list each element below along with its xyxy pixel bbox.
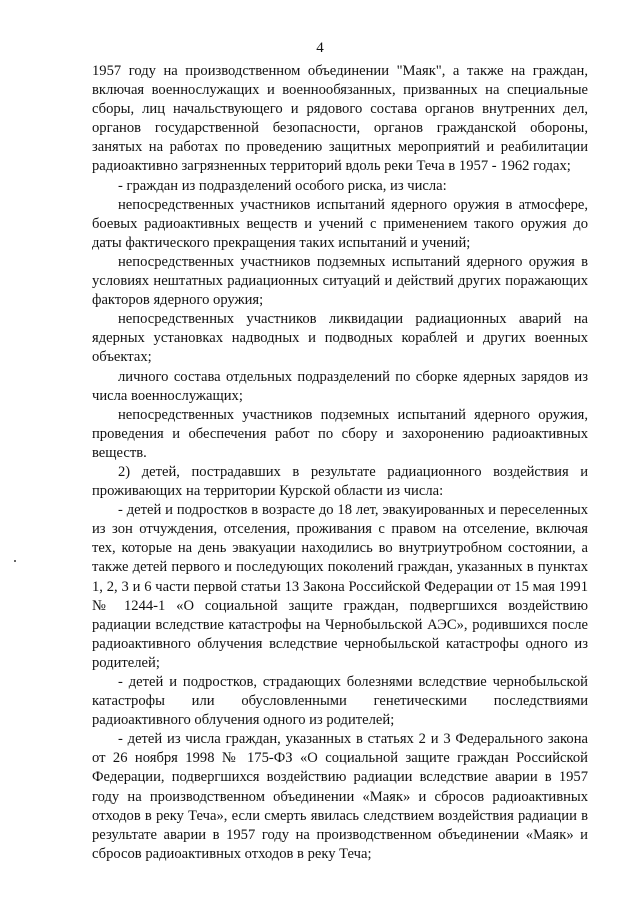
paragraph: личного состава отдельных подразделений по сборке ядерных зарядов из числа военнослужащих; — [92, 368, 588, 404]
paragraph: непосредственных участников подземных испытаний ядерного оружия в условиях нештатных радиационных ситуаций и действий других поражающих факторов ядерного оружия; — [92, 253, 588, 309]
paragraph: - детей и подростков в возрасте до 18 лет, эвакуированных и переселенных из зон отчуждения, отселения, проживания с правом на отселение, включая тех, которые на день эвакуации находились во внутриутробном состоянии, а также детей первого и последующих поколений граждан, указанных в пунктах 1, 2, 3 и 6 части первой статьи 13 Закона Российской Федерации от 15 мая 1991 № 1244-1 «О социальной защите граждан, подвергшихся воздействию радиации вследствие катастрофы на Чернобыльской АЭС», родившихся после радиоактивного облучения вследствие чернобыльской катастрофы одного из родителей; — [92, 502, 588, 671]
paragraph: - детей из числа граждан, указанных в статьях 2 и 3 Федерального закона от 26 ноября 1998 № 175-ФЗ «О социальной защите граждан Российской Федерации, подвергшихся воздействию радиации вследствие аварии в 1957 году на производственном объединении «Маяк» и сбросов радиоактивных отходов в реку Теча», если смерть явилась следствием воздействия радиации в результате аварии в 1957 году на производственном объединении «Маяк» и сбросов радиоактивных отходов в реку Теча; — [92, 731, 588, 862]
paragraph: - граждан из подразделений особого риска, из числа: — [118, 177, 447, 194]
paragraph: 1957 году на производственном объединении "Маяк", а также на граждан, включая военнослужащих и военнообязанных, призванных на специальные сборы, лиц начальствующего и рядового состава органов внутренних дел, органов государственной безопасности, органов гражданской обороны, занятых на работах по проведению защитных мероприятий и реабилитации радиоактивно загрязненных территорий вдоль реки Теча в 1957 - 1962 годах; — [92, 63, 588, 175]
scan-speck — [14, 560, 16, 562]
page-number: 4 — [316, 40, 324, 56]
paragraph: 2) детей, пострадавших в результате радиационного воздействия и проживающих на территории Курской области из числа: — [92, 463, 588, 500]
paragraph: непосредственных участников подземных испытаний ядерного оружия, проведения и обеспечения работ по сбору и захоронению радиоактивных веществ. — [92, 406, 588, 461]
paragraph: непосредственных участников испытаний ядерного оружия в атмосфере, боевых радиоактивных веществ и учений с применением такого оружия до даты фактического прекращения таких испытаний и учений; — [92, 196, 588, 251]
paragraph: - детей и подростков, страдающих болезнями вследствие чернобыльской катастрофы или обусловленными генетическими последствиями радиоактивного облучения одного из родителей; — [92, 674, 588, 729]
paragraph: непосредственных участников ликвидации радиационных аварий на ядерных установках надводных и подводных кораблей и других военных объектах; — [92, 311, 588, 366]
document-body — [92, 62, 588, 864]
